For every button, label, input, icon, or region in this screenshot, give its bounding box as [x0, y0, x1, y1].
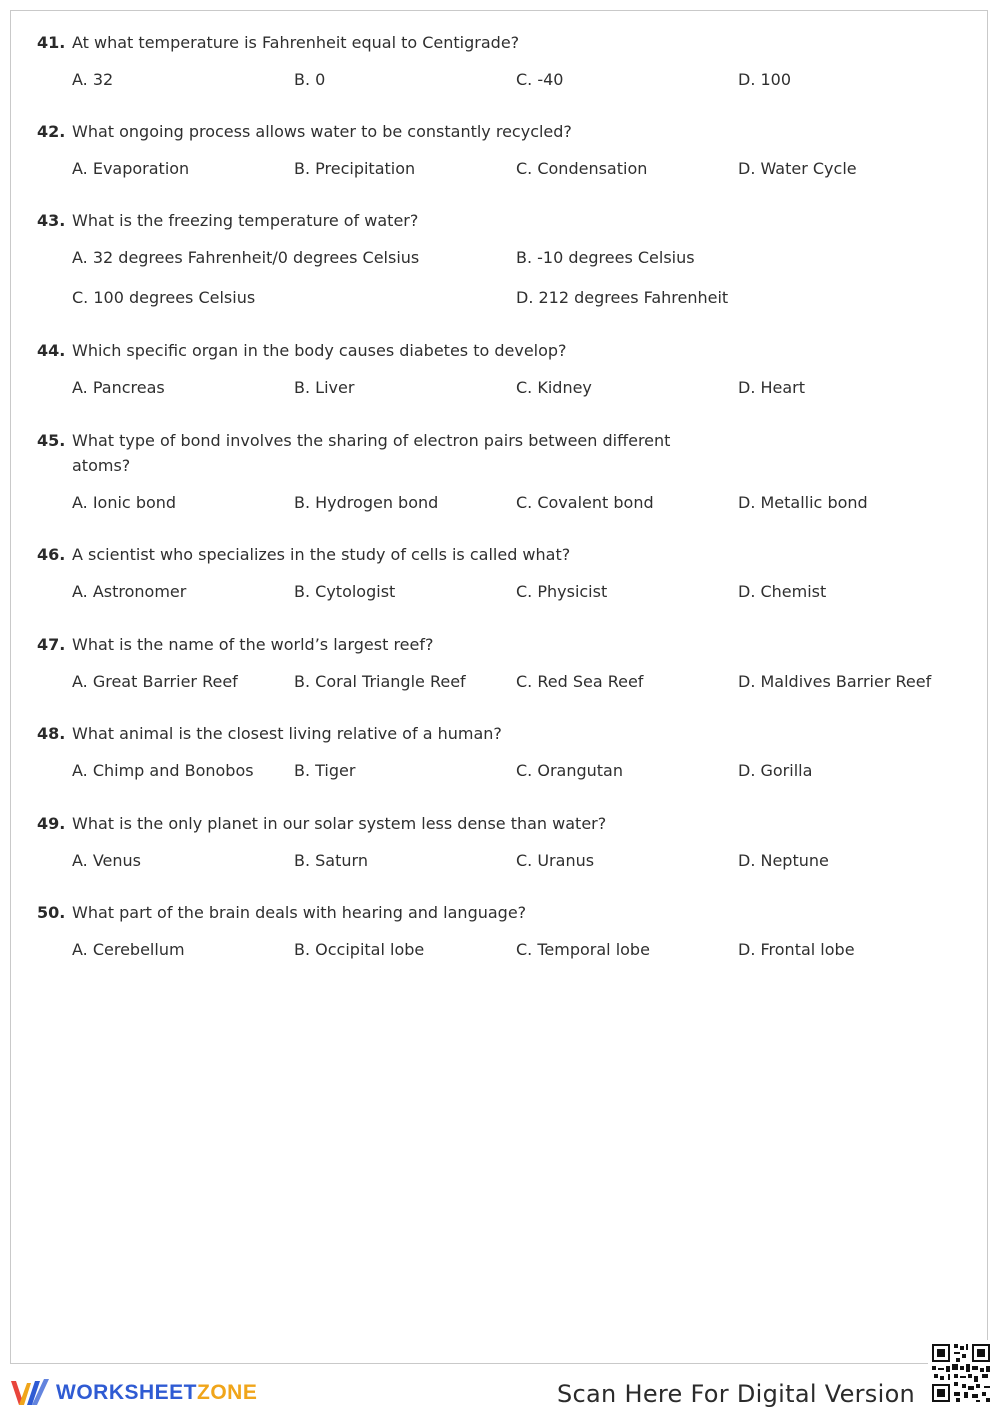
question-44 — [37, 338, 977, 403]
options-grid — [72, 233, 977, 313]
brand-name — [56, 1381, 257, 1405]
question-text: Which specific organ in the body causes diabetes to develop? — [72, 341, 567, 360]
question-43 — [37, 208, 977, 313]
option-b: B. Cytologist — [294, 582, 396, 601]
question-46 — [37, 542, 977, 607]
brand-name-part1: WORKSHEET — [56, 1381, 197, 1404]
scan-instruction: Scan Here For Digital Version — [557, 1380, 916, 1408]
question-text: What animal is the closest living relative of a human? — [72, 724, 502, 743]
option-c: C. Physicist — [516, 582, 608, 601]
question-41 — [37, 30, 977, 95]
question-49 — [37, 811, 977, 876]
options-row — [72, 925, 977, 965]
option-c: C. Red Sea Reef — [516, 672, 644, 691]
option-b: B. Saturn — [294, 851, 368, 870]
question-number: 50. — [37, 903, 66, 922]
option-d: D. Chemist — [738, 582, 827, 601]
question-number: 45. — [37, 431, 66, 450]
option-a: A. Great Barrier Reef — [72, 672, 238, 691]
option-a: A. Cerebellum — [72, 940, 185, 959]
options-row — [72, 746, 977, 786]
qr-code-icon[interactable] — [928, 1340, 994, 1406]
question-48 — [37, 721, 977, 786]
option-c: C. Orangutan — [516, 761, 623, 780]
question-42 — [37, 119, 977, 184]
question-text: What ongoing process allows water to be constantly recycled? — [72, 122, 572, 141]
option-a: A. Astronomer — [72, 582, 187, 601]
question-number: 43. — [37, 211, 66, 230]
page-frame — [10, 10, 988, 1364]
option-d: D. 212 degrees Fahrenheit — [516, 288, 729, 307]
question-text: A scientist who specializes in the study of cells is called what? — [72, 545, 571, 564]
option-a: A. 32 — [72, 70, 114, 89]
question-47 — [37, 632, 977, 697]
option-a: A. Ionic bond — [72, 493, 177, 512]
option-b: B. -10 degrees Celsius — [516, 248, 695, 267]
option-a: A. Chimp and Bonobos — [72, 761, 254, 780]
option-a: A. Evaporation — [72, 159, 190, 178]
logo-w-icon — [10, 1377, 50, 1409]
options-row — [72, 836, 977, 876]
question-text: What is the only planet in our solar system less dense than water? — [72, 814, 607, 833]
options-row — [72, 657, 977, 697]
question-number: 47. — [37, 635, 66, 654]
option-c: C. Covalent bond — [516, 493, 654, 512]
option-b: B. Occipital lobe — [294, 940, 425, 959]
option-c: C. Temporal lobe — [516, 940, 650, 959]
options-row — [72, 363, 977, 403]
options-row — [72, 55, 977, 95]
question-text: What is the name of the world’s largest reef? — [72, 635, 434, 654]
option-c: C. 100 degrees Celsius — [72, 288, 256, 307]
options-row — [72, 478, 977, 518]
option-d: D. Water Cycle — [738, 159, 857, 178]
option-c: C. Condensation — [516, 159, 648, 178]
question-45 — [37, 428, 977, 518]
option-b: B. Liver — [294, 378, 355, 397]
question-number: 44. — [37, 341, 66, 360]
question-number: 49. — [37, 814, 66, 833]
option-c: C. Kidney — [516, 378, 592, 397]
option-c: C. -40 — [516, 70, 564, 89]
option-c: C. Uranus — [516, 851, 595, 870]
question-number: 46. — [37, 545, 66, 564]
option-d: D. Maldives Barrier Reef — [738, 672, 932, 691]
question-text: What type of bond involves the sharing of electron pairs between different atoms? — [72, 431, 671, 475]
question-text: At what temperature is Fahrenheit equal to Centigrade? — [72, 33, 520, 52]
option-d: D. Gorilla — [738, 761, 813, 780]
question-number: 42. — [37, 122, 66, 141]
option-b: B. 0 — [294, 70, 326, 89]
option-d: D. Heart — [738, 378, 806, 397]
option-b: B. Hydrogen bond — [294, 493, 439, 512]
option-b: B. Precipitation — [294, 159, 416, 178]
option-d: D. 100 — [738, 70, 792, 89]
option-d: D. Metallic bond — [738, 493, 868, 512]
option-d: D. Neptune — [738, 851, 829, 870]
option-d: D. Frontal lobe — [738, 940, 855, 959]
question-text: What is the freezing temperature of water? — [72, 211, 419, 230]
question-text: What part of the brain deals with hearing and language? — [72, 903, 527, 922]
option-a: A. Pancreas — [72, 378, 165, 397]
option-b: B. Tiger — [294, 761, 356, 780]
brand-logo — [10, 1377, 257, 1409]
options-row — [72, 567, 977, 607]
option-a: A. Venus — [72, 851, 141, 870]
question-number: 41. — [37, 33, 66, 52]
question-number: 48. — [37, 724, 66, 743]
option-a: A. 32 degrees Fahrenheit/0 degrees Celsius — [72, 248, 420, 267]
question-50 — [37, 900, 977, 965]
option-b: B. Coral Triangle Reef — [294, 672, 466, 691]
options-row — [72, 144, 977, 184]
brand-name-part2: ZONE — [197, 1381, 258, 1404]
